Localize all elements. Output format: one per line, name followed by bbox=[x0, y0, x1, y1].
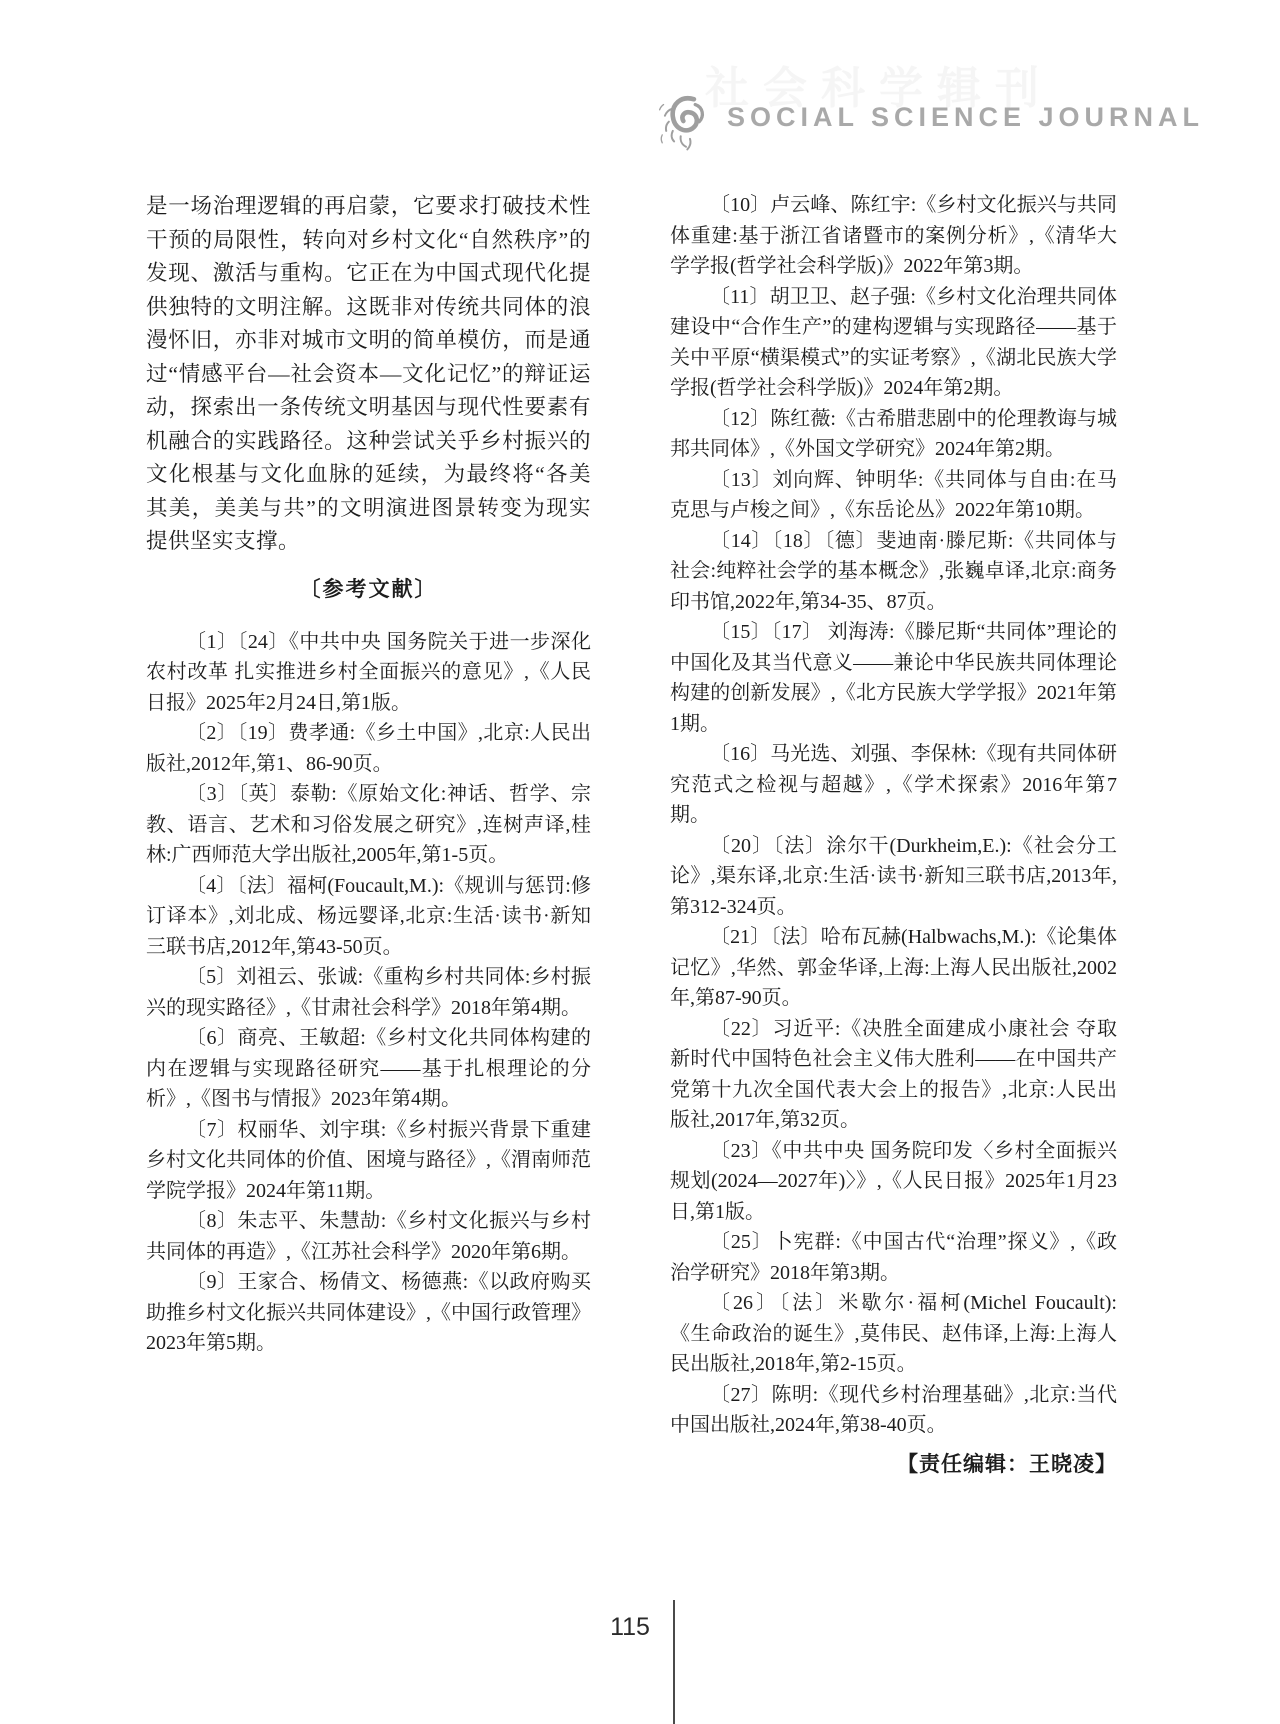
journal-seal-logo-icon bbox=[650, 90, 722, 156]
reference-item-5: 〔5〕刘祖云、张诚:《重构乡村共同体:乡村振兴的现实路径》,《甘肃社会科学》2018年第4期。 bbox=[146, 966, 591, 1019]
editor-note: 【责任编辑：王晓凌】 bbox=[897, 1451, 1117, 1476]
reference-item-1: 〔1〕〔24〕《中共中央 国务院关于进一步深化农村改革 扎实推进乡村全面振兴的意见》,《人民日报》2025年2月24日,第1版。 bbox=[146, 630, 591, 714]
reference-item-12: 〔12〕陈红薇:《古希腊悲剧中的伦理教诲与城邦共同体》,《外国文学研究》2024年第2期。 bbox=[670, 407, 1117, 460]
watermark-text: 社会科学辑刊 bbox=[705, 64, 1053, 113]
page-number: 115 bbox=[610, 1613, 650, 1641]
reference-item-22: 〔22〕习近平:《决胜全面建成小康社会 夺取新时代中国特色社会主义伟大胜利——在中国共产党第十九次全国代表大会上的报告》,北京:人民出版社,2017年,第32页。 bbox=[670, 1017, 1117, 1131]
body-paragraph: 是一场治理逻辑的再启蒙，它要求打破技术性干预的局限性，转向对乡村文化“自然秩序”的发现、激活与重构。它正在为中国式现代化提供独特的文明注解。这既非对传统共同体的浪漫怀旧，亦非对城市文明的简单模仿，而是通过“情感平台—社会资本—文化记忆”的辩证运动，探索出一条传统文明基因与现代性要素有机融合的实践路径。这种尝试关乎乡村振兴的文化根基与文化血脉的延续，为最终将“各美其美，美美与共”的文明演进图景转变为现实提供坚实支撑。 bbox=[146, 194, 591, 553]
reference-item-26: 〔26〕〔法〕米歇尔·福柯(Michel Foucault):《生命政治的诞生》,莫伟民、赵伟译,上海:上海人民出版社,2018年,第2-15页。 bbox=[670, 1292, 1117, 1375]
reference-item-27: 〔27〕陈明:《现代乡村治理基础》,北京:当代中国出版社,2024年,第38-40页。 bbox=[670, 1383, 1117, 1436]
reference-item-13: 〔13〕刘向辉、钟明华:《共同体与自由:在马克思与卢梭之间》,《东岳论丛》2022年第10期。 bbox=[670, 468, 1117, 521]
references-heading: 〔参考文献〕 bbox=[299, 576, 438, 601]
reference-item-3: 〔3〕〔英〕泰勒:《原始文化:神话、哲学、宗教、语言、艺术和习俗发展之研究》,连树声译,桂林:广西师范大学出版社,2005年,第1-5页。 bbox=[146, 783, 591, 866]
reference-item-4: 〔4〕〔法〕福柯(Foucault,M.):《规训与惩罚:修订译本》,刘北成、杨远婴译,北京:生活·读书·新知三联书店,2012年,第43-50页。 bbox=[146, 874, 591, 958]
left-column bbox=[146, 190, 591, 1359]
reference-item-14: 〔14〕〔18〕〔德〕斐迪南·滕尼斯:《共同体与社会:纯粹社会学的基本概念》,张巍卓译,北京:商务印书馆,2022年,第34-35、87页。 bbox=[670, 529, 1117, 613]
reference-item-6: 〔6〕商亮、王敏超:《乡村文化共同体构建的内在逻辑与实现路径研究——基于扎根理论的分析》,《图书与情报》2023年第4期。 bbox=[146, 1027, 591, 1110]
reference-item-9: 〔9〕王家合、杨倩文、杨德燕:《以政府购买助推乡村文化振兴共同体建设》,《中国行政管理》2023年第5期。 bbox=[146, 1271, 591, 1354]
reference-item-7: 〔7〕权丽华、刘宇琪:《乡村振兴背景下重建乡村文化共同体的价值、困境与路径》,《渭南师范学院学报》2024年第11期。 bbox=[146, 1118, 591, 1202]
reference-item-15: 〔15〕〔17〕 刘海涛:《滕尼斯“共同体”理论的中国化及其当代意义——兼论中华民族共同体理论构建的创新发展》,《北方民族大学学报》2021年第1期。 bbox=[670, 621, 1117, 735]
reference-item-10: 〔10〕卢云峰、陈红宇:《乡村文化振兴与共同体重建:基于浙江省诸暨市的案例分析》,《清华大学学报(哲学社会科学版)》2022年第3期。 bbox=[670, 194, 1117, 277]
footer-divider bbox=[673, 1600, 675, 1724]
reference-item-2: 〔2〕〔19〕费孝通:《乡土中国》,北京:人民出版社,2012年,第1、86-90页。 bbox=[146, 722, 591, 775]
reference-item-16: 〔16〕马光选、刘强、李保林:《现有共同体研究范式之检视与超越》,《学术探索》2016年第7期。 bbox=[670, 743, 1117, 826]
page-header bbox=[0, 0, 1280, 170]
reference-item-8: 〔8〕朱志平、朱慧劼:《乡村文化振兴与乡村共同体的再造》,《江苏社会科学》2020年第6期。 bbox=[146, 1210, 591, 1263]
reference-item-23: 〔23〕《中共中央 国务院印发〈乡村全面振兴规划(2024—2027年)〉》,《人民日报》2025年1月23日,第1版。 bbox=[670, 1139, 1117, 1223]
reference-item-21: 〔21〕〔法〕哈布瓦赫(Halbwachs,M.):《论集体记忆》,华然、郭金华译,上海:上海人民出版社,2002年,第87-90页。 bbox=[670, 926, 1117, 1009]
reference-item-11: 〔11〕胡卫卫、赵子强:《乡村文化治理共同体建设中“合作生产”的建构逻辑与实现路径——基于关中平原“横渠模式”的实证考察》,《湖北民族大学学报(哲学社会科学版)》2024年第2期。 bbox=[670, 285, 1117, 399]
journal-title: SOCIAL SCIENCE JOURNAL bbox=[727, 102, 1205, 132]
reference-item-20: 〔20〕〔法〕涂尔干(Durkheim,E.):《社会分工论》,渠东译,北京:生活·读书·新知三联书店,2013年,第312-324页。 bbox=[670, 834, 1117, 918]
right-column bbox=[670, 190, 1117, 1479]
reference-item-25: 〔25〕卜宪群:《中国古代“治理”探义》,《政治学研究》2018年第3期。 bbox=[670, 1231, 1117, 1284]
